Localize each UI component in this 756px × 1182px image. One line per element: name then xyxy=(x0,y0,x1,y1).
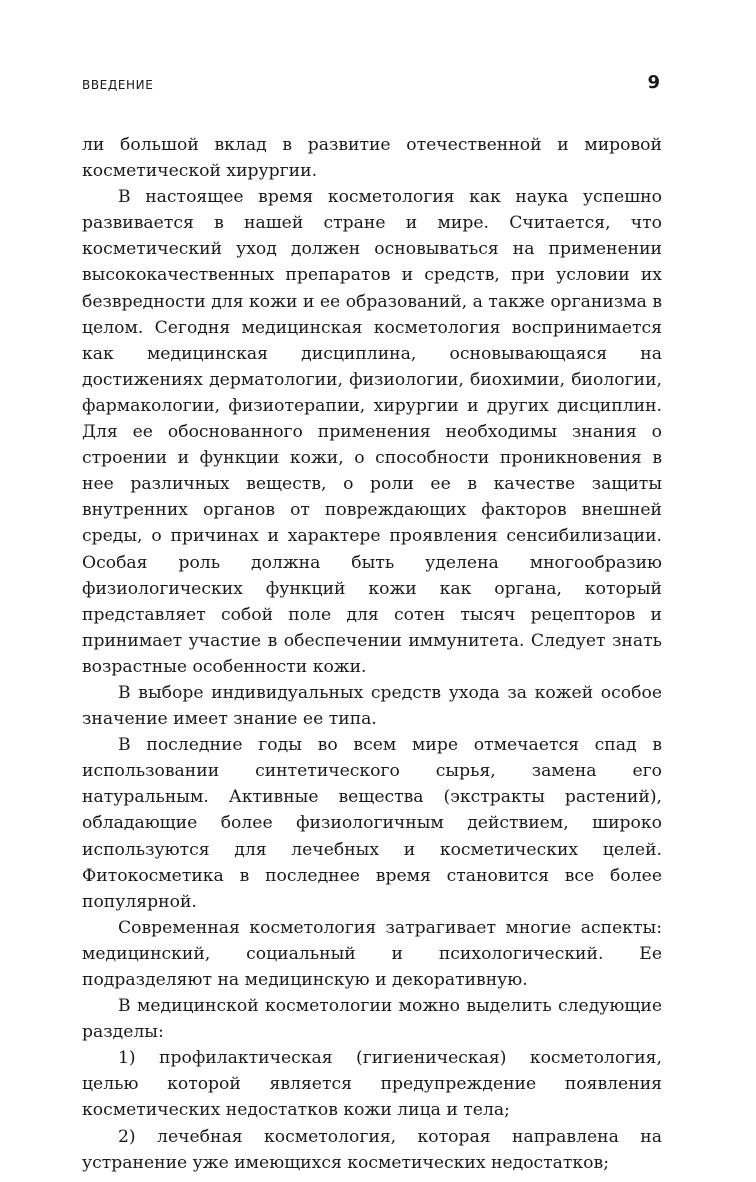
paragraph-continuation: ли большой вклад в развитие отечественной и мировой косметической хирургии. xyxy=(82,135,662,182)
page-number: 9 xyxy=(647,72,660,93)
paragraph-skin-type: В выборе индивидуальных средств ухода за кожей особое значение имеет знание ее типа. xyxy=(82,682,662,730)
paragraph-sections-intro: В медицинской косметологии можно выделить следующие разделы: xyxy=(82,996,662,1043)
paragraph-cosmetology-science: В настоящее время косметология как наука успешно развивается в нашей стране и мире. Считается, что косметический уход должен основываться на применении высококачественных препаратов и средств, при условии их безвредности для кожи и ее образований, а также организма в целом. Сегодня медицинская косметология воспринимается как медицинская дисциплина, основывающаяся на достижениях дерматологии, физиологии, биохимии, биологии, фармакологии, физиотерапии, хирургии и других дисциплин. Для ее обоснованного применения необходимы знания о строении и функции кожи, о способности проникновения в нее различных веществ, о роли ее в качестве защиты внутренних органов от повреждающих факторов внешней среды, о причинах и характере проявления сенсибилизации. Особая роль должна быть уделена многообразию физиологических функций кожи как органа, который представляет собой поле для сотен тысяч рецепторов и принимает участие в обеспечении иммунитета. Следует знать возрастные особенности кожи. xyxy=(82,187,662,677)
paragraph-aspects: Современная косметология затрагивает многие аспекты: медицинский, социальный и психологический. Ее подразделяют на медицинскую и декоративную. xyxy=(82,917,662,990)
list-item-preventive: 1) профилактическая (гигиеническая) косметология, целью которой является предупреждение появления косметических недостатков кожи лица и тела; xyxy=(82,1048,662,1121)
paragraph-natural-ingredients: В последние годы во всем мире отмечается спад в использовании синтетического сырья, замена его натуральным. Активные вещества (экстракты растений), обладающие более физиологичным действием, широко используются для лечебных и косметических целей. Фитокосметика в последнее время становится все более популярной. xyxy=(82,735,662,912)
list-item-therapeutic: 2) лечебная косметология, которая направлена на устранение уже имеющихся косметических недостатков; xyxy=(82,1126,662,1173)
body-text xyxy=(82,132,662,1176)
running-head: ВВЕДЕНИЕ xyxy=(82,78,154,92)
